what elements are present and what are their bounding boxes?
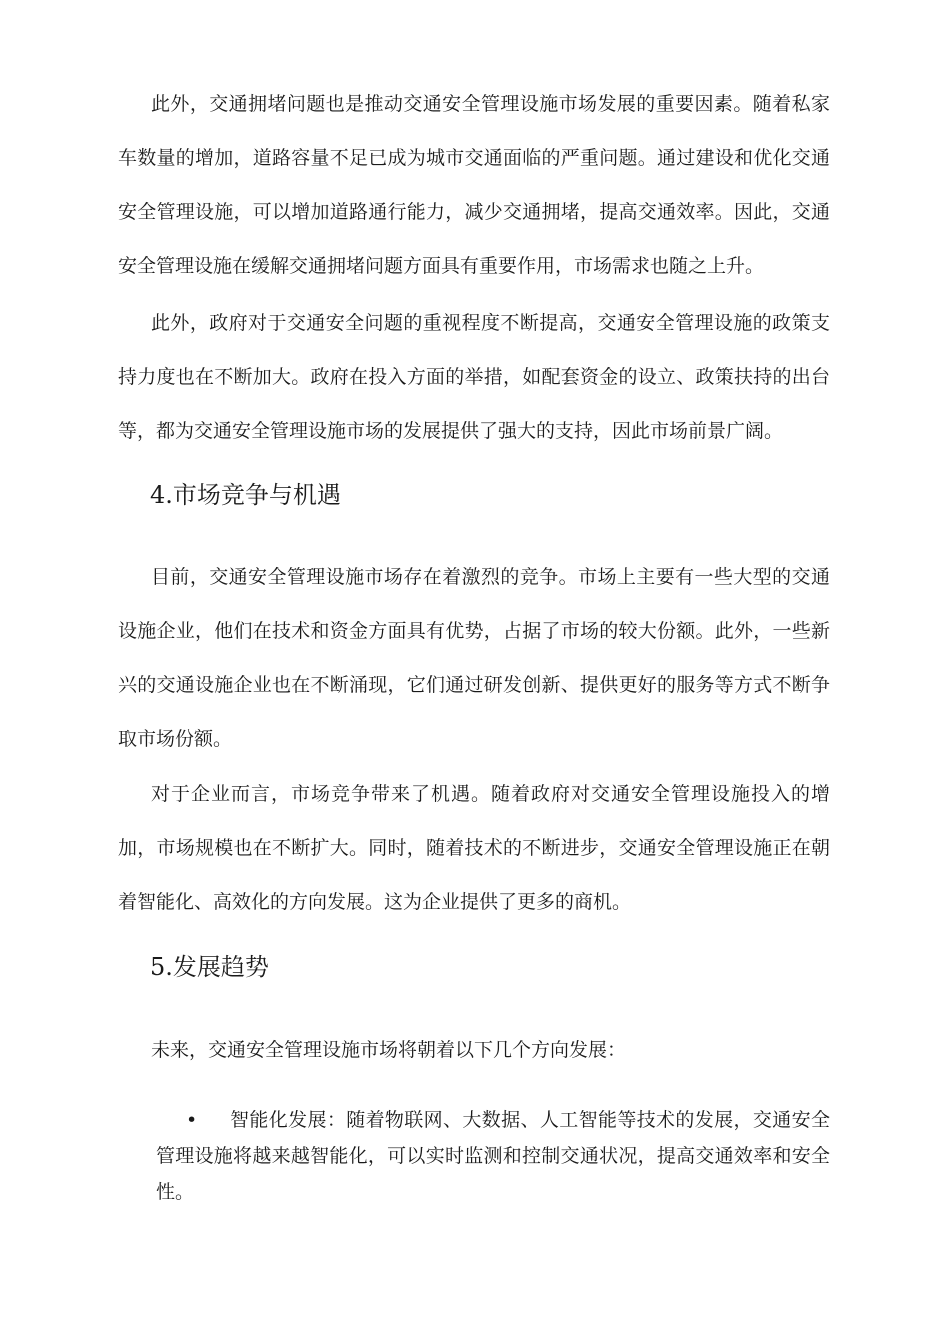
paragraph-government-policy: 此外，政府对于交通安全问题的重视程度不断提高，交通安全管理设施的政策支持力度也在不断加大。政府在投入方面的举措，如配套资金的设立、政策扶持的出台等，都为交通安全管理设施市场的发展提供了强大的支持，因此市场前景广阔。: [118, 312, 830, 442]
paragraph-opportunities: 对于企业而言，市场竞争带来了机遇。随着政府对交通安全管理设施投入的增加，市场规模也在不断扩大。同时，随着技术的不断进步，交通安全管理设施正在朝着智能化、高效化的方向发展。这为企业提供了更多的商机。: [118, 783, 830, 913]
heading-market-competition: 4.市场竞争与机遇: [150, 481, 341, 509]
paragraph-traffic-congestion: 此外，交通拥堵问题也是推动交通安全管理设施市场发展的重要因素。随着私家车数量的增加，道路容量不足已成为城市交通面临的严重问题。通过建设和优化交通安全管理设施，可以增加道路通行能力，减少交通拥堵，提高交通效率。因此，交通安全管理设施在缓解交通拥堵问题方面具有重要作用，市场需求也随之上升。: [118, 93, 830, 277]
bullet-marker: •: [186, 1109, 198, 1131]
heading-development-trends: 5.发展趋势: [150, 953, 269, 981]
bullet-text: 智能化发展：随着物联网、大数据、人工智能等技术的发展，交通安全管理设施将越来越智能化，可以实时监测和控制交通状况，提高交通效率和安全性。: [156, 1109, 830, 1203]
paragraph-future-directions: 未来，交通安全管理设施市场将朝着以下几个方向发展：: [151, 1039, 627, 1061]
bullet-list-item: [118, 1102, 830, 1232]
paragraph-competition-landscape: 目前，交通安全管理设施市场存在着激烈的竞争。市场上主要有一些大型的交通设施企业，他们在技术和资金方面具有优势，占据了市场的较大份额。此外，一些新兴的交通设施企业也在不断涌现，它们通过研发创新、提供更好的服务等方式不断争取市场份额。: [118, 566, 830, 750]
